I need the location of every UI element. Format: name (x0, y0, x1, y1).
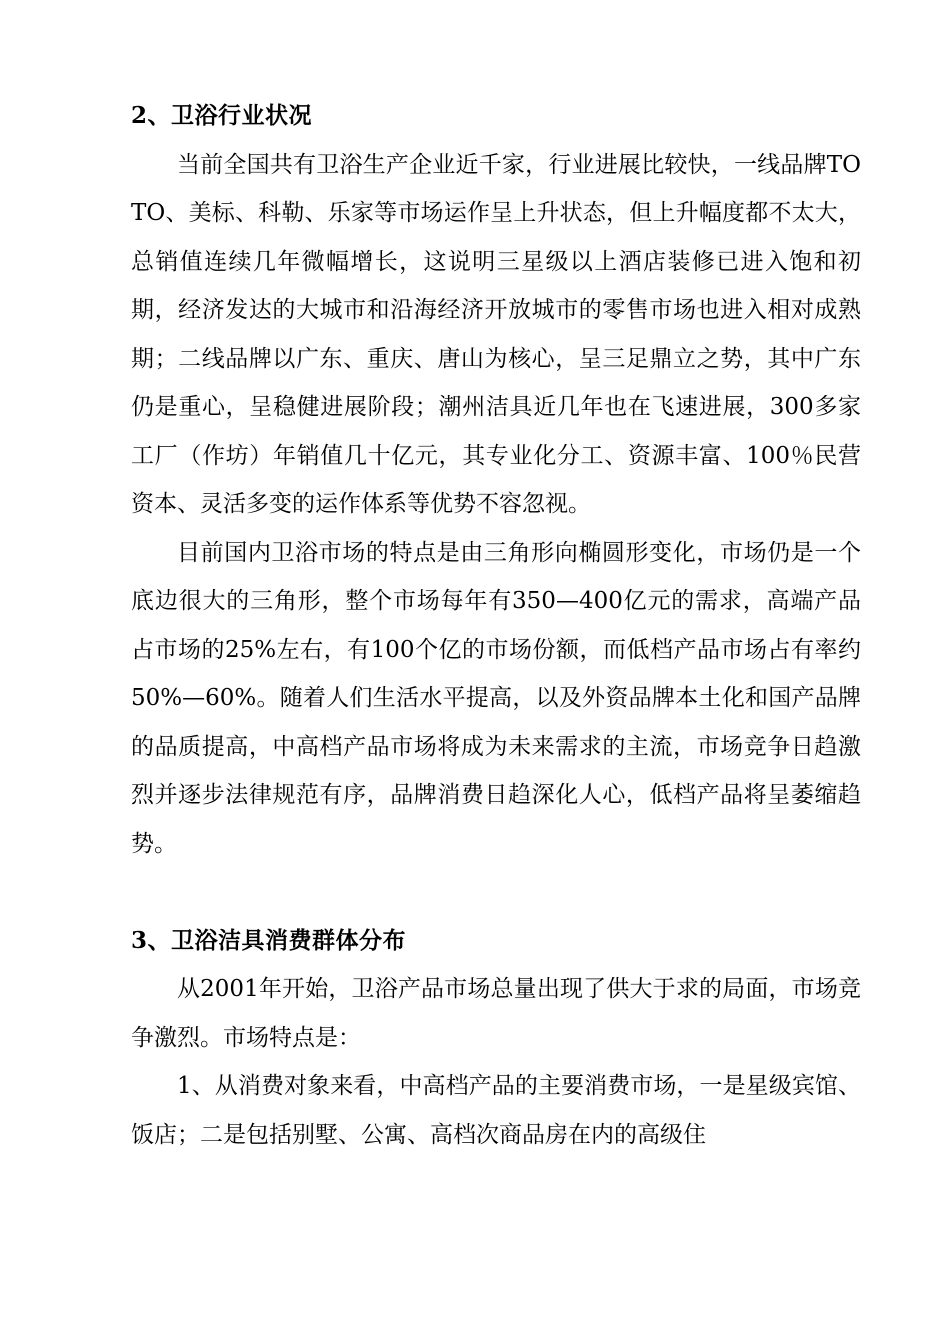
section-heading-consumer-distribution: 3、卫浴洁具消费群体分布 (131, 926, 407, 954)
paragraph-consumer-targets: 1、从消费对象来看，中高档产品的主要消费市场，一是星级宾馆、饭店；二是包括别墅、公寓、高档次商品房在内的高级住 (131, 1073, 861, 1148)
document-body (131, 92, 861, 1159)
paragraph-industry-overview: 当前全国共有卫浴生产企业近千家，行业进展比较快，一线品牌TOTO、美标、科勒、乐家等市场运作呈上升状态，但上升幅度都不太大，总销值连续几年微幅增长，这说明三星级以上酒店装修已进入饱和初期，经济发达的大城市和沿海经济开放城市的零售市场也进入相对成熟期；二线品牌以广东、重庆、唐山为核心，呈三足鼎立之势，其中广东仍是重心，呈稳健进展阶段；潮州洁具近几年也在飞速进展，300多家工厂（作坊）年销值几十亿元，其专业化分工、资源丰富、100％民营资本、灵活多变的运作体系等优势不容忽视。 (131, 151, 861, 517)
section-spacer (131, 868, 861, 917)
paragraph-market-characteristics: 目前国内卫浴市场的特点是由三角形向椭圆形变化，市场仍是一个底边很大的三角形，整个市场每年有350—400亿元的需求，高端产品占市场的25%左右，有100个亿的市场份额，而低档产品市场占有率约50%—60%。随着人们生活水平提高，以及外资品牌本土化和国产品牌的品质提高，中高档产品市场将成为未来需求的主流，市场竞争日趋激烈并逐步法律规范有序，品牌消费日趋深化人心，低档产品将呈萎缩趋势。 (131, 539, 861, 857)
paragraph-market-since-2001: 从2001年开始，卫浴产品市场总量出现了供大于求的局面，市场竞争激烈。市场特点是： (131, 976, 861, 1051)
section-heading-industry-status: 2、卫浴行业状况 (131, 102, 313, 129)
